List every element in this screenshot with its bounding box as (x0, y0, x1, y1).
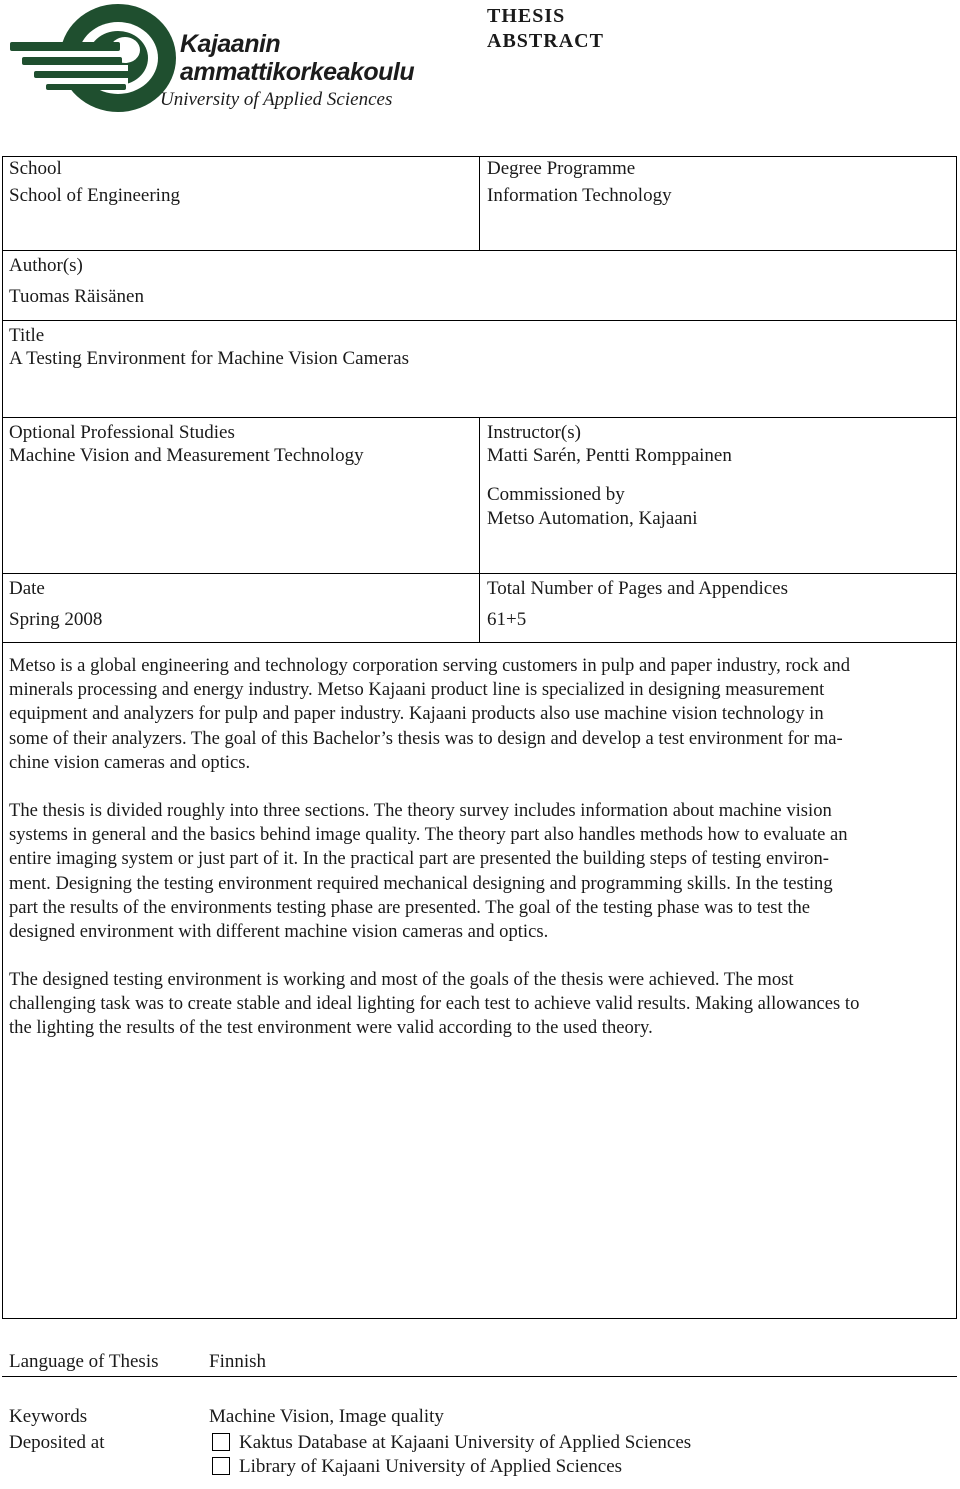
abstract-paragraph-2 (9, 799, 953, 944)
logo-text-line2: ammattikorkeakoulu (180, 58, 415, 86)
heading-abstract: ABSTRACT (487, 30, 604, 52)
title-label: Title (9, 325, 45, 346)
abstract-line: challenging task was to create stable and ideal lighting for each test to achieve valid results. Making allowances to (9, 993, 860, 1015)
abstract-line: minerals processing and energy industry. Metso Kajaani product line is specialized in designing measurement (9, 679, 825, 701)
abstract-line: chine vision cameras and optics. (9, 751, 251, 773)
optional-studies-label: Optional Professional Studies (9, 422, 235, 443)
language-value: Finnish (209, 1351, 267, 1372)
abstract-line: part the results of the environments testing phase are presented. The goal of the testing phase was to test the (9, 896, 811, 918)
degree-value: Information Technology (487, 185, 672, 206)
abstract-line: equipment and analyzers for pulp and paper industry. Kajaani products also use machine vision technology in (9, 703, 824, 725)
school-value: School of Engineering (9, 185, 180, 206)
abstract-paragraph-3 (9, 968, 953, 1041)
divider-abstract-bottom (2, 1318, 957, 1319)
language-label: Language of Thesis (9, 1351, 159, 1372)
pages-label: Total Number of Pages and Appendices (487, 578, 789, 599)
abstract-line: The thesis is divided roughly into three sections. The theory survey includes information about machine vision (9, 800, 832, 821)
author-value: Tuomas Räisänen (9, 286, 144, 307)
abstract-line: some of their analyzers. The goal of this Bachelor’s thesis was to design and develop a test environment for ma- (9, 727, 843, 749)
logo-emblem-icon (8, 2, 178, 116)
date-value: Spring 2008 (9, 609, 103, 630)
author-label: Author(s) (9, 255, 83, 276)
title-value: A Testing Environment for Machine Vision Cameras (9, 348, 409, 369)
kaktus-database-checkbox[interactable] (212, 1433, 230, 1451)
form-left-border (2, 156, 3, 1318)
date-label: Date (9, 578, 45, 599)
commissioned-label: Commissioned by (487, 484, 625, 505)
divider-row5 (2, 642, 957, 643)
abstract-line: designed environment with different machine vision cameras and optics. (9, 921, 549, 943)
divider-optional-instructors (479, 417, 480, 643)
degree-label: Degree Programme (487, 158, 636, 179)
divider-row2 (2, 320, 957, 321)
abstract-line: systems in general and the basics behind image quality. The theory part also handles methods how to evaluate an (9, 824, 848, 846)
keywords-value: Machine Vision, Image quality (209, 1406, 444, 1427)
instructors-label: Instructor(s) (487, 422, 581, 443)
instructors-value: Matti Sarén, Pentti Romppainen (487, 445, 732, 466)
heading-thesis: THESIS (487, 5, 566, 27)
abstract-line: ment. Designing the testing environment required mechanical designing and programming skills. In the testing (9, 872, 833, 894)
library-label: Library of Kajaani University of Applied Sciences (239, 1456, 623, 1477)
school-label: School (9, 158, 62, 179)
deposited-label: Deposited at (9, 1432, 105, 1453)
kaktus-database-label: Kaktus Database at Kajaani University of Applied Sciences (239, 1432, 692, 1453)
library-checkbox[interactable] (212, 1457, 230, 1475)
optional-studies-value: Machine Vision and Measurement Technology (9, 445, 364, 466)
commissioned-value: Metso Automation, Kajaani (487, 508, 698, 529)
form-right-border (956, 156, 957, 1318)
keywords-label: Keywords (9, 1406, 88, 1427)
logo-text-line3: University of Applied Sciences (160, 89, 393, 110)
logo-text-line1: Kajaanin (180, 30, 281, 58)
abstract-line: The designed testing environment is working and most of the goals of the thesis were achieved. The most (9, 969, 794, 990)
university-logo (8, 2, 415, 116)
divider-language (2, 1376, 957, 1377)
abstract-line: the lighting the results of the test environment were valid according to the used theory. (9, 1017, 653, 1039)
document-heading (487, 4, 604, 54)
abstract-line: entire imaging system or just part of it. In the practical part are presented the building steps of testing environ- (9, 848, 829, 870)
divider-school-degree (479, 156, 480, 250)
divider-row1 (2, 250, 957, 251)
divider-row4 (2, 573, 957, 574)
abstract-line: Metso is a global engineering and technology corporation serving customers in pulp and paper industry, rock and (9, 655, 850, 676)
abstract-paragraph-1 (9, 654, 953, 775)
pages-value: 61+5 (487, 609, 527, 630)
